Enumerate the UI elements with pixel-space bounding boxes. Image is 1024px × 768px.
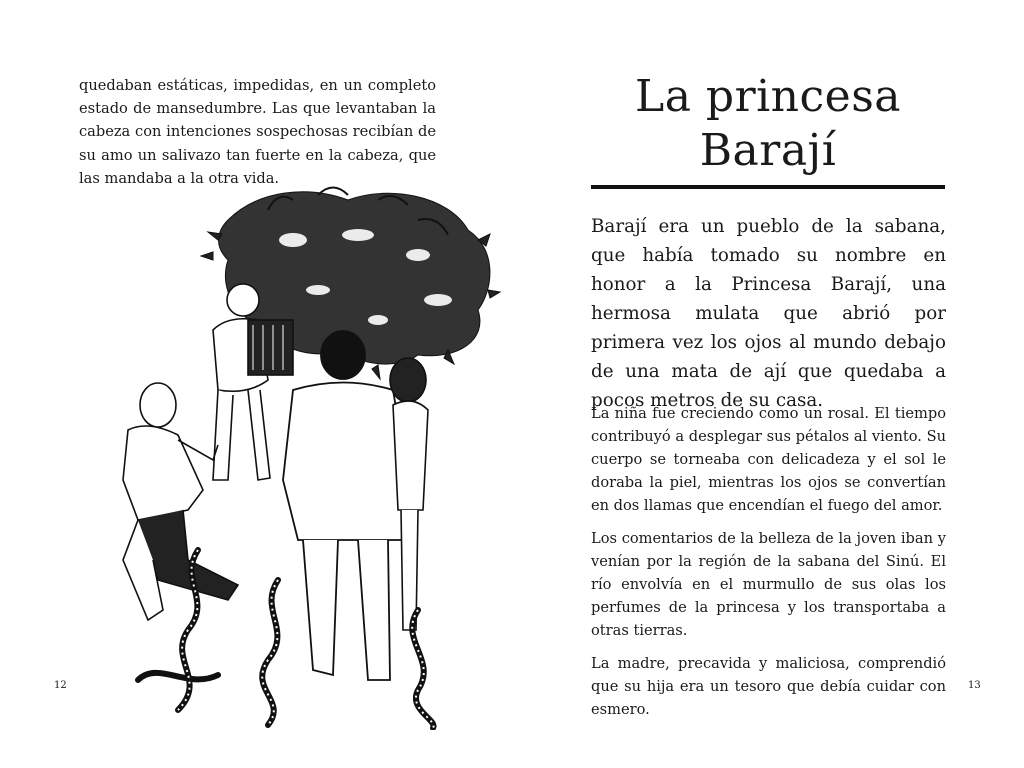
lead-paragraph: Barají era un pueblo de la sabana, que había tomado su nombre en honor a la Princesa Barají, una hermosa mulata que abrió por primera vez los ojos al mundo debajo de una mata de ají que quedaba a pocos metros de su casa. <box>591 216 946 411</box>
body-text <box>591 402 946 731</box>
left-paragraph: quedaban estáticas, impedidas, en un completo estado de mansedumbre. Las que levantaban la cabeza con intenciones sospechosas recibían de su amo un salivazo tan fuerte en la cabeza, que las mandaba a la otra vida. <box>79 77 436 187</box>
body-paragraph: La niña fue creciendo como un rosal. El tiempo contribuyó a desplegar sus pétalos al viento. Su cuerpo se torneaba con delicadeza y el sol le doraba la piel, mientras los ojos se convertían en dos llamas que encendían el fuego del amor. <box>591 405 946 514</box>
chapter-title <box>592 70 944 178</box>
right-page <box>512 0 1024 768</box>
page-number-left: 12 <box>54 680 67 691</box>
body-paragraph: La madre, precavida y maliciosa, comprendió que su hija era un tesoro que debía cuidar con esmero. <box>591 655 946 718</box>
page-number-right: 13 <box>968 680 981 691</box>
body-paragraph: Los comentarios de la belleza de la joven iban y venían por la región de la sabana del Sinú. El río envolvía en el murmullo de sus olas los perfumes de la princesa y los transportaba a otras tierras. <box>591 530 946 639</box>
title-rule <box>591 185 945 189</box>
ink-illustration <box>118 180 508 730</box>
title-line-2: Barají <box>699 125 837 176</box>
title-line-1: La princesa <box>634 71 902 122</box>
